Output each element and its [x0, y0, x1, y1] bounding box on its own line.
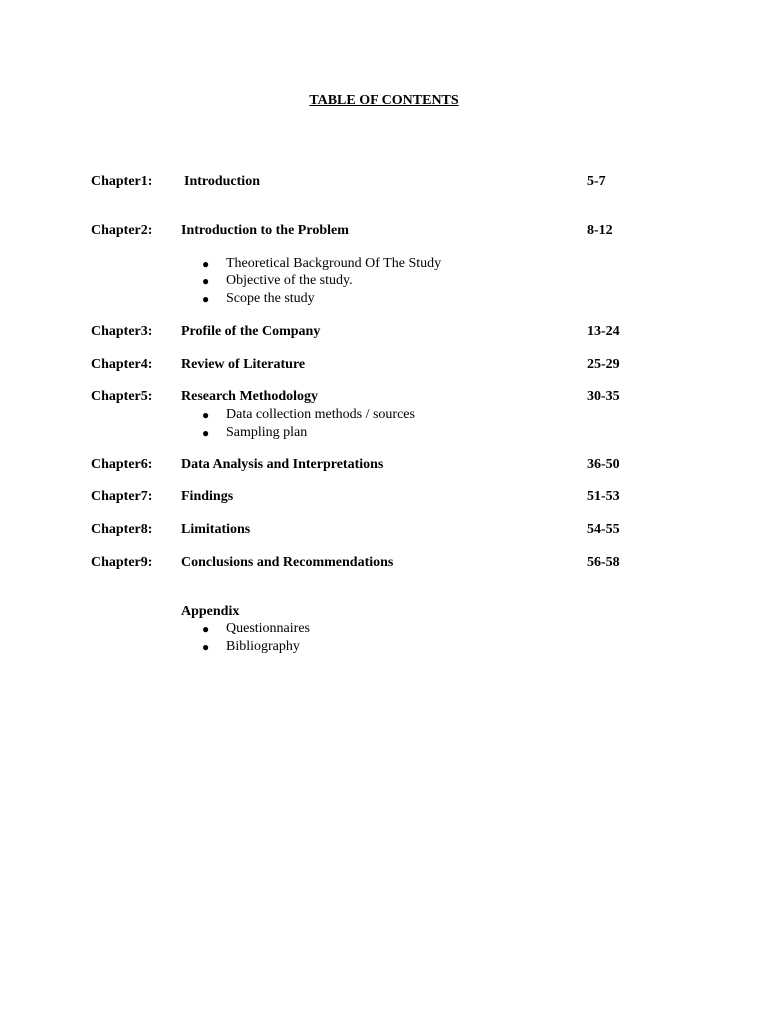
chapter-label: Chapter2: — [91, 223, 153, 238]
bullet-text: Sampling plan — [226, 425, 308, 440]
toc-entry-chapter1 — [0, 173, 768, 191]
chapter-label: Chapter1: — [91, 174, 153, 189]
chapter-pages: 54-55 — [587, 522, 620, 537]
chapter2-bullet-item — [0, 290, 768, 308]
chapter-name: Conclusions and Recommendations — [181, 555, 394, 570]
bullet-text: Objective of the study. — [226, 273, 353, 288]
chapter-label: Chapter6: — [91, 457, 153, 472]
bullet-icon: ● — [202, 408, 210, 422]
chapter-label: Chapter8: — [91, 522, 153, 537]
toc-entry-chapter6 — [0, 456, 768, 474]
bullet-text: Theoretical Background Of The Study — [226, 256, 442, 271]
chapter2-bullet-item — [0, 255, 768, 273]
chapter-name: Introduction — [184, 174, 260, 189]
toc-entry-chapter5 — [0, 388, 768, 406]
chapter5-bullet-item — [0, 406, 768, 424]
chapter-name: Introduction to the Problem — [181, 223, 349, 238]
bullet-text: Questionnaires — [226, 621, 310, 636]
toc-entry-appendix — [0, 603, 768, 621]
toc-entry-chapter9 — [0, 554, 768, 572]
bullet-text: Bibliography — [226, 639, 300, 654]
chapter-name: Research Methodology — [181, 389, 318, 404]
chapter-pages: 30-35 — [587, 389, 620, 404]
bullet-icon: ● — [202, 292, 210, 306]
chapter-pages: 51-53 — [587, 489, 620, 504]
chapter-label: Chapter4: — [91, 357, 153, 372]
appendix-bullet-item — [0, 638, 768, 656]
bullet-text: Data collection methods / sources — [226, 407, 415, 422]
chapter-name: Findings — [181, 489, 234, 504]
bullet-icon: ● — [202, 622, 210, 636]
chapter2-bullet-item — [0, 272, 768, 290]
chapter-label: Chapter3: — [91, 324, 153, 339]
bullet-icon: ● — [202, 257, 210, 271]
chapter-pages: 5-7 — [587, 174, 606, 189]
chapter-name: Data Analysis and Interpretations — [181, 457, 384, 472]
bullet-icon: ● — [202, 426, 210, 440]
chapter-label: Chapter5: — [91, 389, 153, 404]
chapter-pages: 8-12 — [587, 223, 613, 238]
page-title-text: TABLE OF CONTENTS — [309, 93, 459, 108]
bullet-text: Scope the study — [226, 291, 315, 306]
toc-entry-chapter3 — [0, 323, 768, 341]
chapter-label: Chapter9: — [91, 555, 153, 570]
chapter-name: Review of Literature — [181, 357, 306, 372]
bullet-icon: ● — [202, 274, 210, 288]
chapter-name: Profile of the Company — [181, 324, 321, 339]
appendix-heading: Appendix — [181, 604, 240, 619]
toc-entry-chapter2 — [0, 222, 768, 240]
chapter-pages: 56-58 — [587, 555, 620, 570]
chapter-name: Limitations — [181, 522, 251, 537]
chapter-label: Chapter7: — [91, 489, 153, 504]
chapter-pages: 25-29 — [587, 357, 620, 372]
chapter-pages: 36-50 — [587, 457, 620, 472]
chapter-pages: 13-24 — [587, 324, 620, 339]
toc-entry-chapter8 — [0, 521, 768, 539]
toc-entry-chapter4 — [0, 356, 768, 374]
bullet-icon: ● — [202, 640, 210, 654]
chapter5-bullet-item — [0, 424, 768, 442]
appendix-bullet-item — [0, 620, 768, 638]
toc-entry-chapter7 — [0, 488, 768, 506]
